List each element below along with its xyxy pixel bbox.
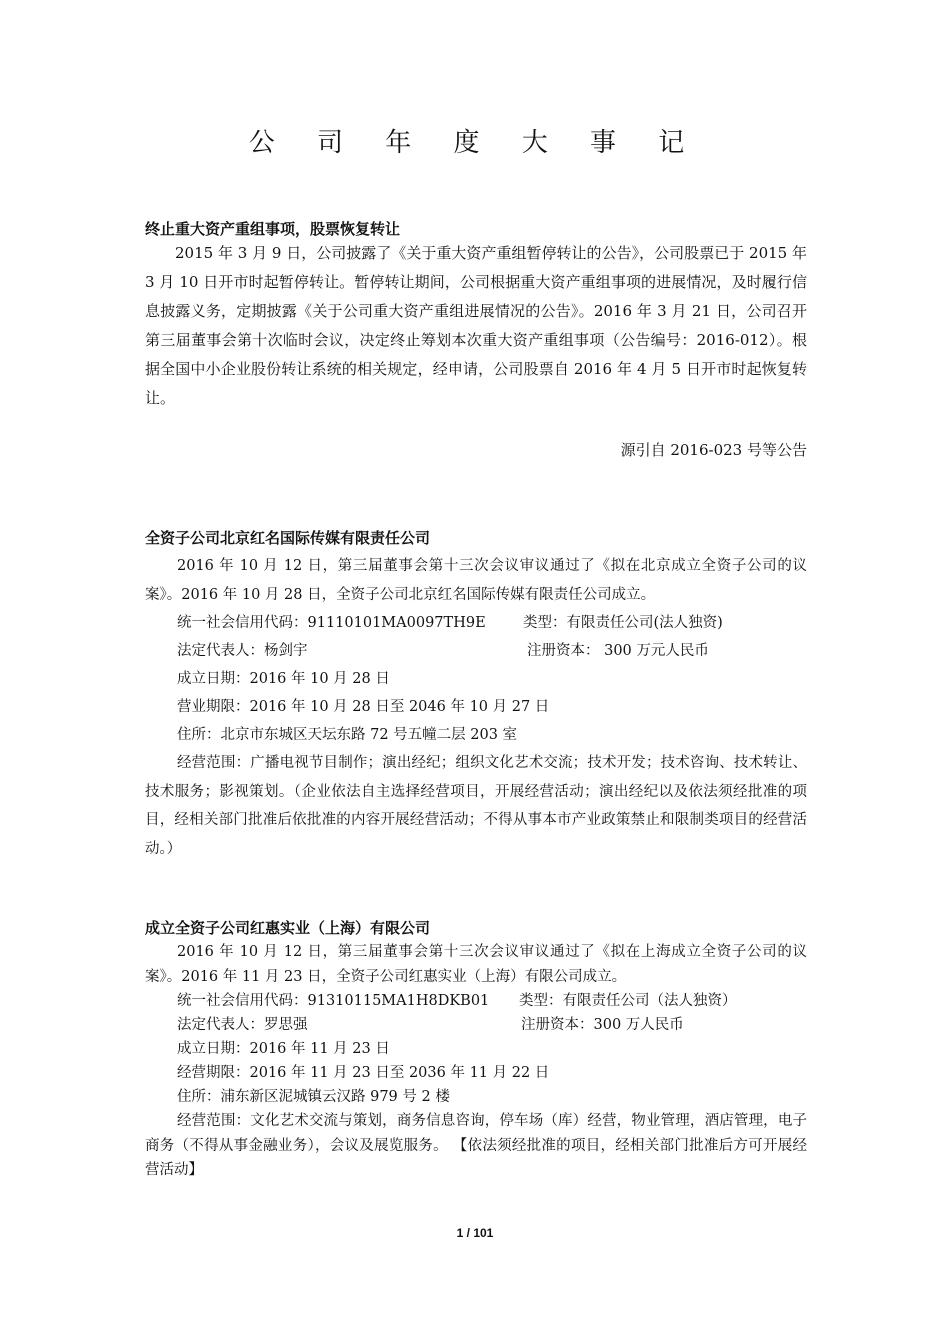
founded-date: 成立日期：2016 年 11 月 23 日: [177, 1041, 390, 1057]
business-scope: 经营范围：文化艺术交流与策划，商务信息咨询，停车场（库）经营，物业管理，酒店管理，电子商务（不得从事金融业务），会议及展览服务。 【依法须经批准的项目，经相关部门批准后方可开展经营活动】: [145, 1113, 807, 1178]
registered-capital: 注册资本： 300 万元人民币: [527, 643, 709, 659]
section-asset-restructuring: [145, 219, 807, 460]
business-scope: 经营范围：广播电视节目制作；演出经纪；组织文化艺术交流；技术开发；技术咨询、技术转让、技术服务；影视策划。（企业依法自主选择经营项目，开展经营活动；演出经纪以及依法须经批准的项目，经相关部门批准后依批准的内容开展经营活动；不得从事本市产业政策禁止和限制类项目的经营活动。）: [145, 755, 807, 857]
page-title: 公 司 年 度 大 事 记: [248, 128, 702, 158]
company-type: 类型：有限责任公司（法人独资）: [519, 993, 737, 1009]
source-note: 源引自 2016-023 号等公告: [620, 441, 807, 459]
info-row-rep-capital: [145, 1013, 807, 1037]
credit-code: 统一社会信用代码：91310115MA1H8DKB01: [177, 993, 490, 1009]
credit-code: 统一社会信用代码：91110101MA0097TH9E: [177, 615, 486, 631]
company-type: 类型：有限责任公司(法人独资): [523, 615, 723, 631]
page-indicator: 1 / 101: [456, 1226, 494, 1240]
legal-representative: 法定代表人：杨剑宇: [177, 643, 308, 659]
info-row-credit-type: [145, 609, 807, 637]
section-shanghai-subsidiary: [145, 918, 807, 1183]
section-paragraph: 2016 年 10 月 12 日，第三届董事会第十三次会议审议通过了《拟在北京成立全资子公司的议案》。2016 年 10 月 28 日，全资子公司北京红名国际传媒有限责任公司成立。: [145, 558, 807, 603]
section-paragraph: 2015 年 3 月 9 日，公司披露了《关于重大资产重组暂停转让的公告》，公司股票已于 2015 年 3 月 10 日开市时起暂停转让。暂停转让期间，公司根据重大资产重组事项的进展情况，及时履行信息披露义务，定期披露《关于公司重大资产重组进展情况的公告》。2016 年 3 月 21 日，公司召开第三届董事会第十次临时会议，决定终止筹划本次重大资产重组事项（公告编号：2016-012）。根据全国中小企业股份转让系统的相关规定，经申请，公司股票自 2016 年 4 月 5 日开市时起恢复转让。: [145, 244, 807, 407]
founded-date: 成立日期：2016 年 10 月 28 日: [177, 671, 390, 687]
business-term: 营业期限：2016 年 10 月 28 日至 2046 年 10 月 27 日: [177, 699, 550, 715]
section-heading: 终止重大资产重组事项，股票恢复转让: [145, 220, 401, 238]
business-term: 经营期限：2016 年 11 月 23 日至 2036 年 11 月 22 日: [177, 1065, 550, 1081]
legal-representative: 法定代表人：罗思强: [177, 1017, 308, 1033]
section-paragraph: 2016 年 10 月 12 日，第三届董事会第十三次会议审议通过了《拟在上海成立全资子公司的议案》。2016 年 11 月 23 日，全资子公司红惠实业（上海）有限公司成立。: [145, 944, 807, 985]
address: 住所：浦东新区泥城镇云汉路 979 号 2 楼: [177, 1089, 450, 1105]
section-heading: 全资子公司北京红名国际传媒有限责任公司: [145, 529, 431, 547]
info-row-credit-type: [145, 989, 807, 1013]
info-row-rep-capital: [145, 637, 807, 665]
section-beijing-subsidiary: [145, 528, 807, 863]
section-heading: 成立全资子公司红惠实业（上海）有限公司: [145, 919, 431, 937]
address: 住所：北京市东城区天坛东路 72 号五幢二层 203 室: [177, 727, 518, 743]
registered-capital: 注册资本：300 万人民币: [521, 1017, 684, 1033]
